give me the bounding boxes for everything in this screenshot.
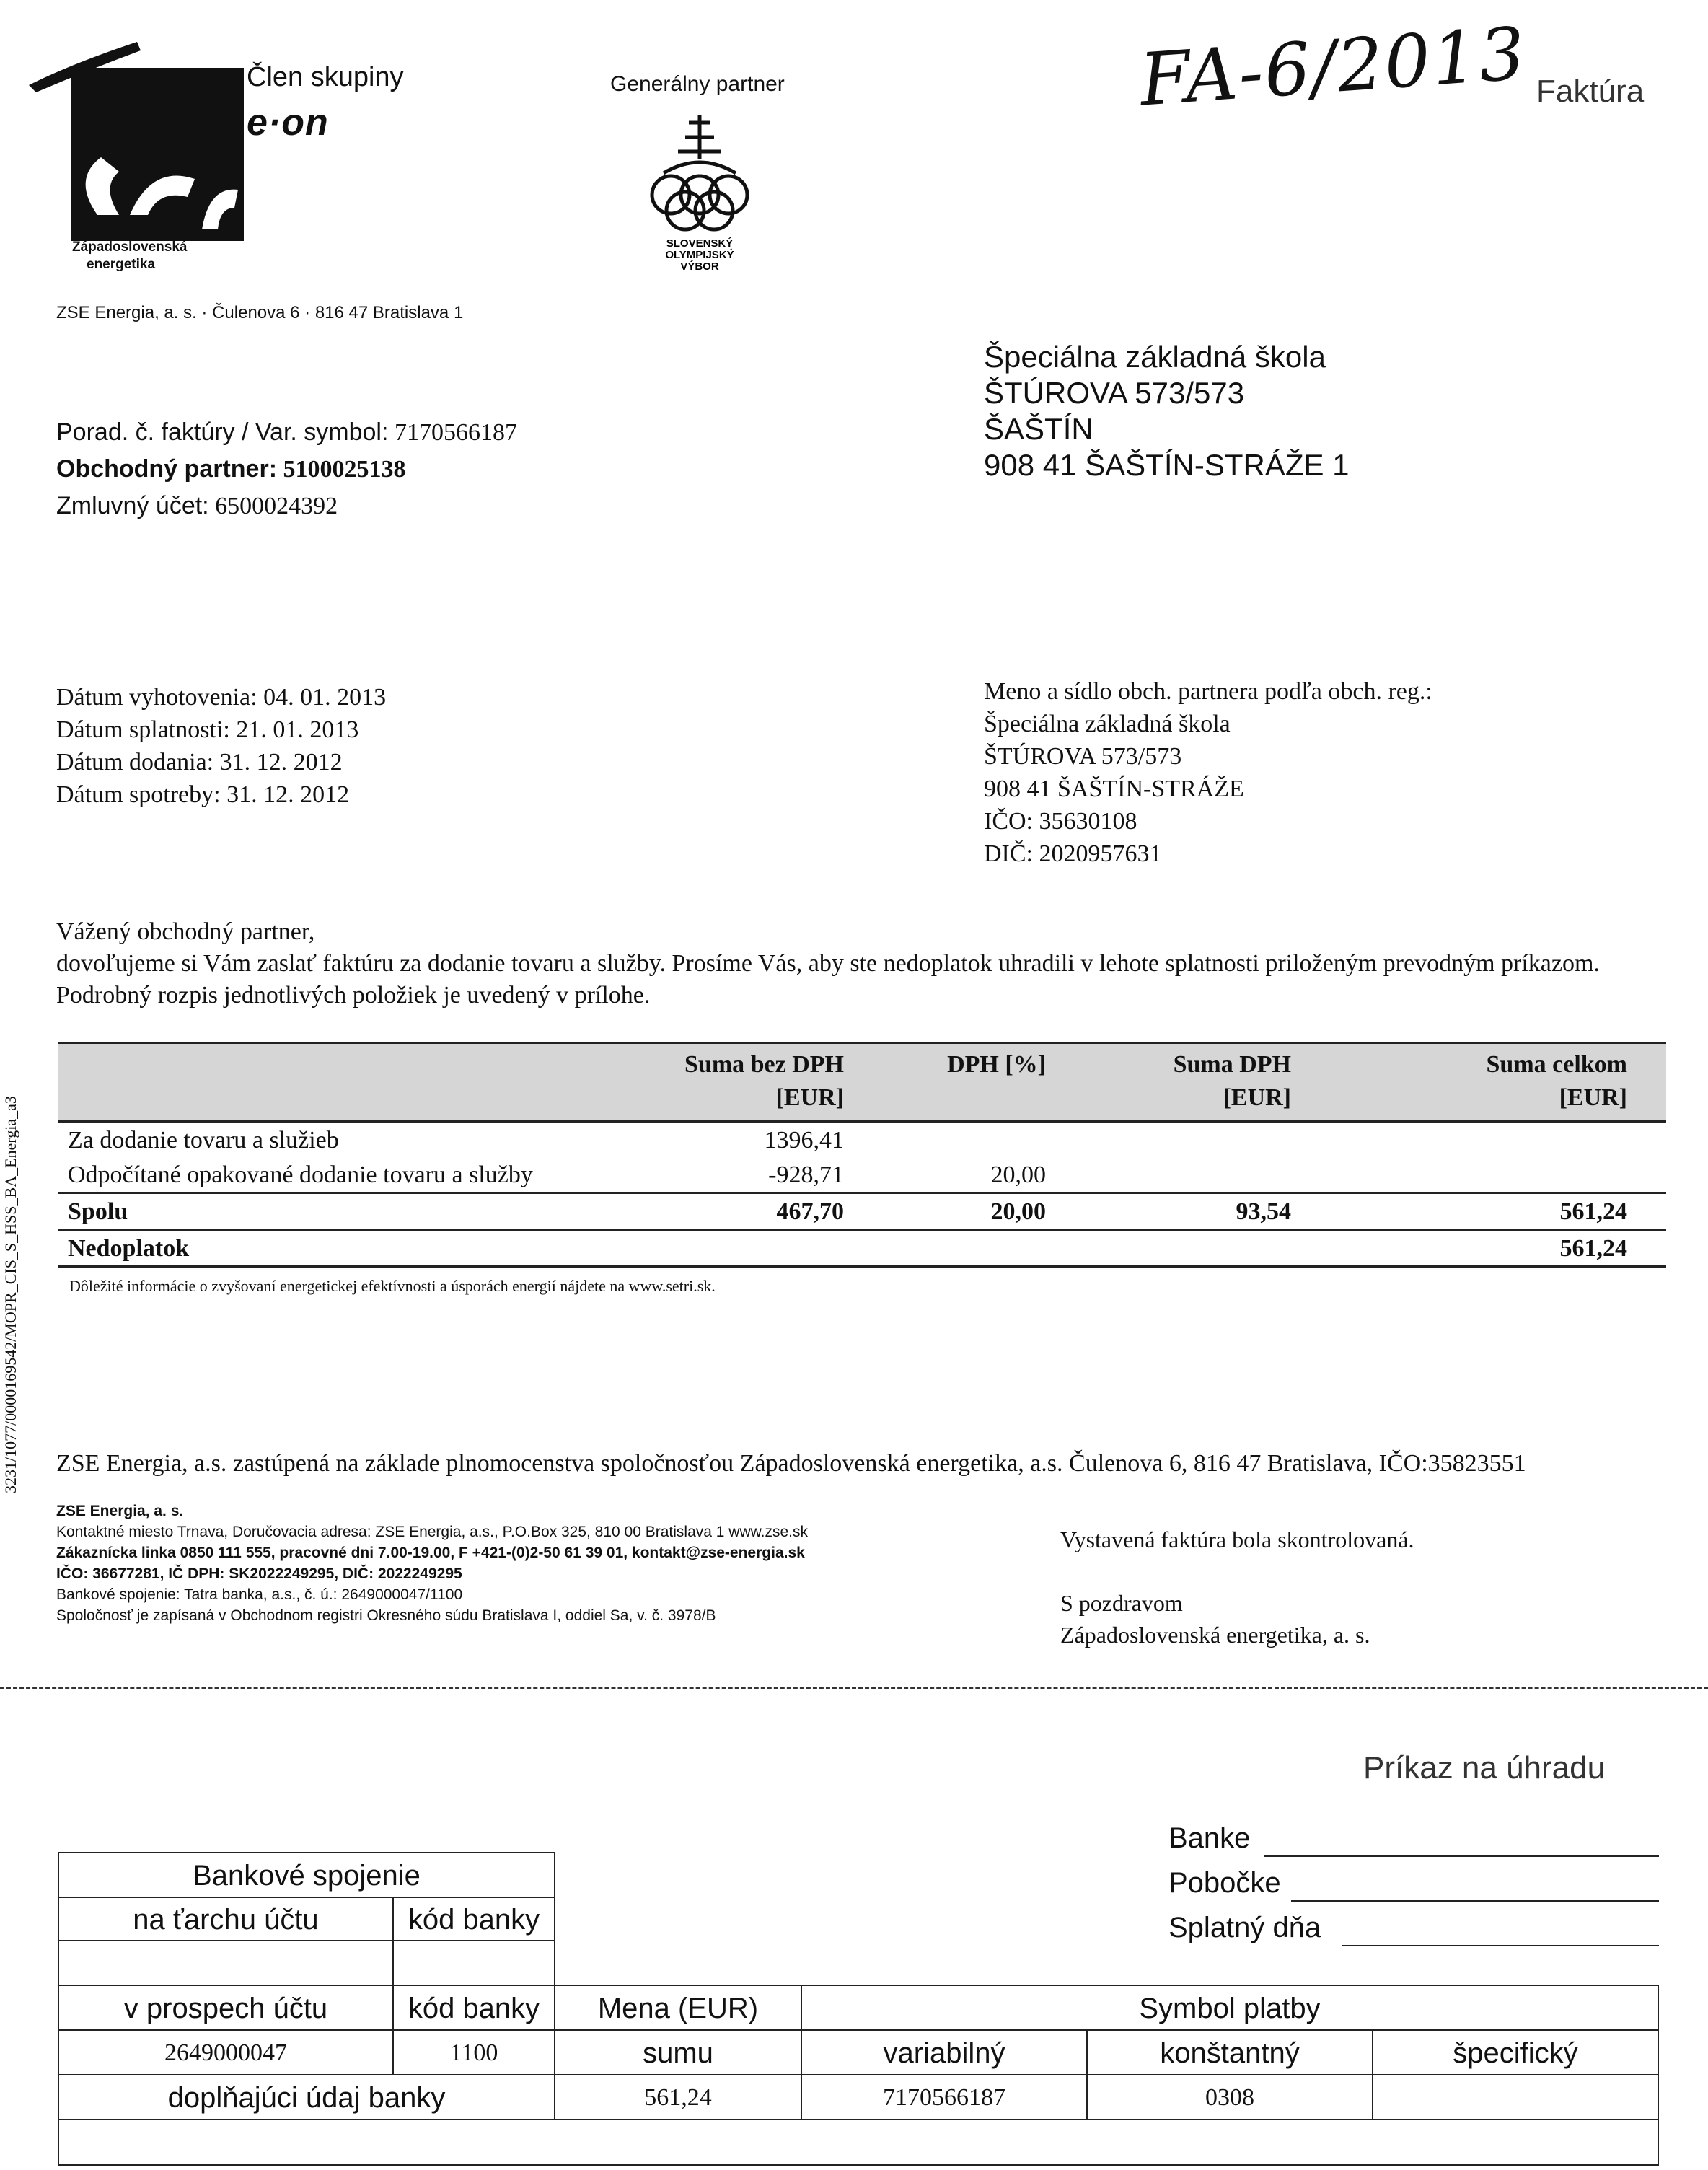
specific-value[interactable] [1372, 2074, 1659, 2120]
credit-account-value[interactable]: 2649000047 [58, 2029, 394, 2075]
symbol-header: Symbol platby [801, 1985, 1659, 2031]
partner-label: Generálny partner [610, 72, 785, 96]
document-id: 3231/1077/0000169542/MOPR_CIS_S_HSS_BA_Energia_a3 [1, 1096, 19, 1493]
consumption-date: 31. 12. 2012 [226, 781, 350, 808]
debit-account-input[interactable] [58, 1940, 394, 1986]
invoice-dates [56, 681, 386, 811]
specific-header: špecifický [1372, 2029, 1659, 2075]
greeting-body: dovoľujeme si Vám zaslať faktúru za dodanie tovaru a služby. Prosíme Vás, aby ste nedoplatok uhradili v lehote splatnosti priloženým prevodným príkazom. Podrobný rozpis jednotlivých položiek je uvedený v prílohe. [56, 950, 1600, 1009]
branch-label: Pobočke [1168, 1867, 1281, 1899]
issued-date: 04. 01. 2013 [263, 684, 387, 711]
registry-ico: IČO: 35630108 [984, 808, 1137, 835]
recipient-address [984, 339, 1350, 483]
company-hotline: Zákaznícka linka 0850 111 555, pracovné dni 7.00-19.00, F +421-(0)2-50 61 39 01, kontakt@zse-energia.sk [56, 1545, 805, 1561]
greeting [56, 916, 1672, 1011]
consumption-label: Dátum spotreby: [56, 781, 221, 808]
constant-header: konštantný [1086, 2029, 1373, 2075]
olympic-line-1: SLOVENSKÝ [666, 237, 734, 250]
invoice-identifiers [56, 414, 517, 524]
logo-text-2: energetika [87, 257, 156, 272]
underpaid-row: Nedoplatok 561,24 [58, 1229, 1666, 1268]
payment-due-label: Splatný dňa [1168, 1912, 1321, 1943]
olympic-line-2: OLYMPIJSKÝ [665, 249, 734, 261]
items-header [58, 1042, 1666, 1123]
checked-text: Vystavená faktúra bola skontrolovaná. [1060, 1527, 1414, 1552]
variable-value[interactable]: 7170566187 [801, 2074, 1088, 2120]
eon-brand: e·on [247, 102, 329, 144]
table-row: Odpočítané opakované dodanie tovaru a služby -928,71 20,00 [68, 1161, 1046, 1188]
company-tax-ids: IČO: 36677281, IČ DPH: SK2022249295, DIČ: 2022249295 [56, 1565, 462, 1582]
recipient-line-3: ŠAŠTÍN [984, 412, 1093, 446]
company-name: ZSE Energia, a. s. [56, 1503, 184, 1519]
amount-value[interactable]: 561,24 [554, 2074, 802, 2120]
regards: S pozdravom [1060, 1590, 1183, 1616]
registry-dic: DIČ: 2020957631 [984, 840, 1162, 867]
company-bank: Bankové spojenie: Tatra banka, a.s., č. ú.: 2649000047/1100 [56, 1586, 463, 1603]
handwritten-note: FA-6/2013 [1137, 11, 1529, 123]
efficiency-note: Dôležité informácie o zvyšovaní energetickej efektívnosti a úsporách energií nájdete na www.setri.sk. [69, 1277, 716, 1295]
logo-text-1: Západoslovenská [72, 240, 188, 255]
company-info [56, 1501, 808, 1626]
header-vat-pct: DPH [%] [947, 1051, 1046, 1078]
bank-connection-header: Bankové spojenie [58, 1852, 555, 1898]
debit-bank-code-header: kód banky [392, 1897, 555, 1941]
header-base: Suma bez DPH [EUR] [684, 1051, 844, 1111]
company-contact: Kontaktné miesto Trnava, Doručovacia adresa: ZSE Energia, a.s., P.O.Box 325, 810 00 Bratislava 1 www.zse.sk [56, 1524, 808, 1540]
issued-label: Dátum vyhotovenia: [56, 684, 257, 711]
olympic-committee-logo [635, 108, 765, 281]
olympic-line-3: VÝBOR [680, 260, 719, 273]
registry-name: Špeciálna základná škola [984, 711, 1231, 737]
recipient-line-4: 908 41 ŠAŠTÍN-STRÁŽE 1 [984, 448, 1350, 482]
debit-account-header: na ťarchu účtu [58, 1897, 394, 1941]
company-register: Spoločnosť je zapísaná v Obchodnom registri Okresného súdu Bratislava I, oddiel Sa, v. č. 3978/B [56, 1607, 716, 1624]
salutation: Vážený obchodný partner, [56, 918, 315, 945]
header-vat: Suma DPH [EUR] [1173, 1051, 1291, 1111]
credit-account-header: v prospech účtu [58, 1985, 394, 2031]
delivery-label: Dátum dodania: [56, 749, 214, 776]
constant-value[interactable]: 0308 [1086, 2074, 1373, 2120]
recipient-line-2: ŠTÚROVA 573/573 [984, 376, 1245, 410]
credit-bank-code-value[interactable]: 1100 [392, 2029, 555, 2075]
zse-logo [29, 35, 245, 280]
due-date: 21. 01. 2013 [236, 716, 359, 743]
credit-bank-code-header: kód banky [392, 1985, 555, 2031]
bank-label: Banke [1168, 1822, 1251, 1854]
invoice-number-label: Porad. č. faktúry / Var. symbol: [56, 418, 389, 446]
invoice-number: 7170566187 [394, 419, 517, 446]
document-title: Faktúra [1536, 74, 1645, 109]
account-label: Zmluvný účet: [56, 492, 209, 519]
legal-line: ZSE Energia, a.s. zastúpená na základe plnomocenstva spoločnosťou Západoslovenská energetika, a.s. Čulenova 6, 816 47 Bratislava, IČO:35823551 [56, 1450, 1526, 1477]
sum-row: Spolu 467,70 20,00 93,54 561,24 [58, 1192, 1666, 1229]
debit-bank-code-input[interactable] [392, 1940, 555, 1986]
amount-header: sumu [554, 2029, 802, 2075]
items-table [58, 1042, 1666, 1268]
checked-note [1060, 1524, 1414, 1651]
delivery-date: 31. 12. 2012 [219, 749, 343, 776]
group-line: Člen skupiny [247, 62, 404, 92]
recipient-line-1: Špeciálna základná škola [984, 340, 1326, 374]
registry-block [984, 675, 1432, 870]
variable-header: variabilný [801, 2029, 1088, 2075]
registry-street: ŠTÚROVA 573/573 [984, 743, 1182, 770]
partner-number-label: Obchodný partner: [56, 455, 278, 483]
registry-city: 908 41 ŠAŠTÍN-STRÁŽE [984, 776, 1244, 802]
registry-label: Meno a sídlo obch. partnera podľa obch. reg.: [984, 678, 1432, 705]
extra-info-header: doplňajúci údaj banky [58, 2074, 555, 2120]
extra-info-input[interactable] [58, 2119, 1659, 2166]
currency-header: Mena (EUR) [554, 1985, 802, 2031]
signature: Západoslovenská energetika, a. s. [1060, 1622, 1370, 1648]
payment-title: Príkaz na úhradu [1363, 1750, 1606, 1785]
header-total: Suma celkom [EUR] [1486, 1051, 1627, 1111]
payment-table [58, 1852, 1659, 2166]
cut-line [0, 1687, 1708, 1689]
sender-address: ZSE Energia, a. s. · Čulenova 6 · 816 47 Bratislava 1 [56, 303, 464, 322]
due-label: Dátum splatnosti: [56, 716, 230, 743]
account-number: 6500024392 [215, 493, 338, 519]
partner-number: 5100025138 [283, 456, 406, 483]
table-row: Za dodanie tovaru a služieb 1396,41 [68, 1127, 844, 1154]
